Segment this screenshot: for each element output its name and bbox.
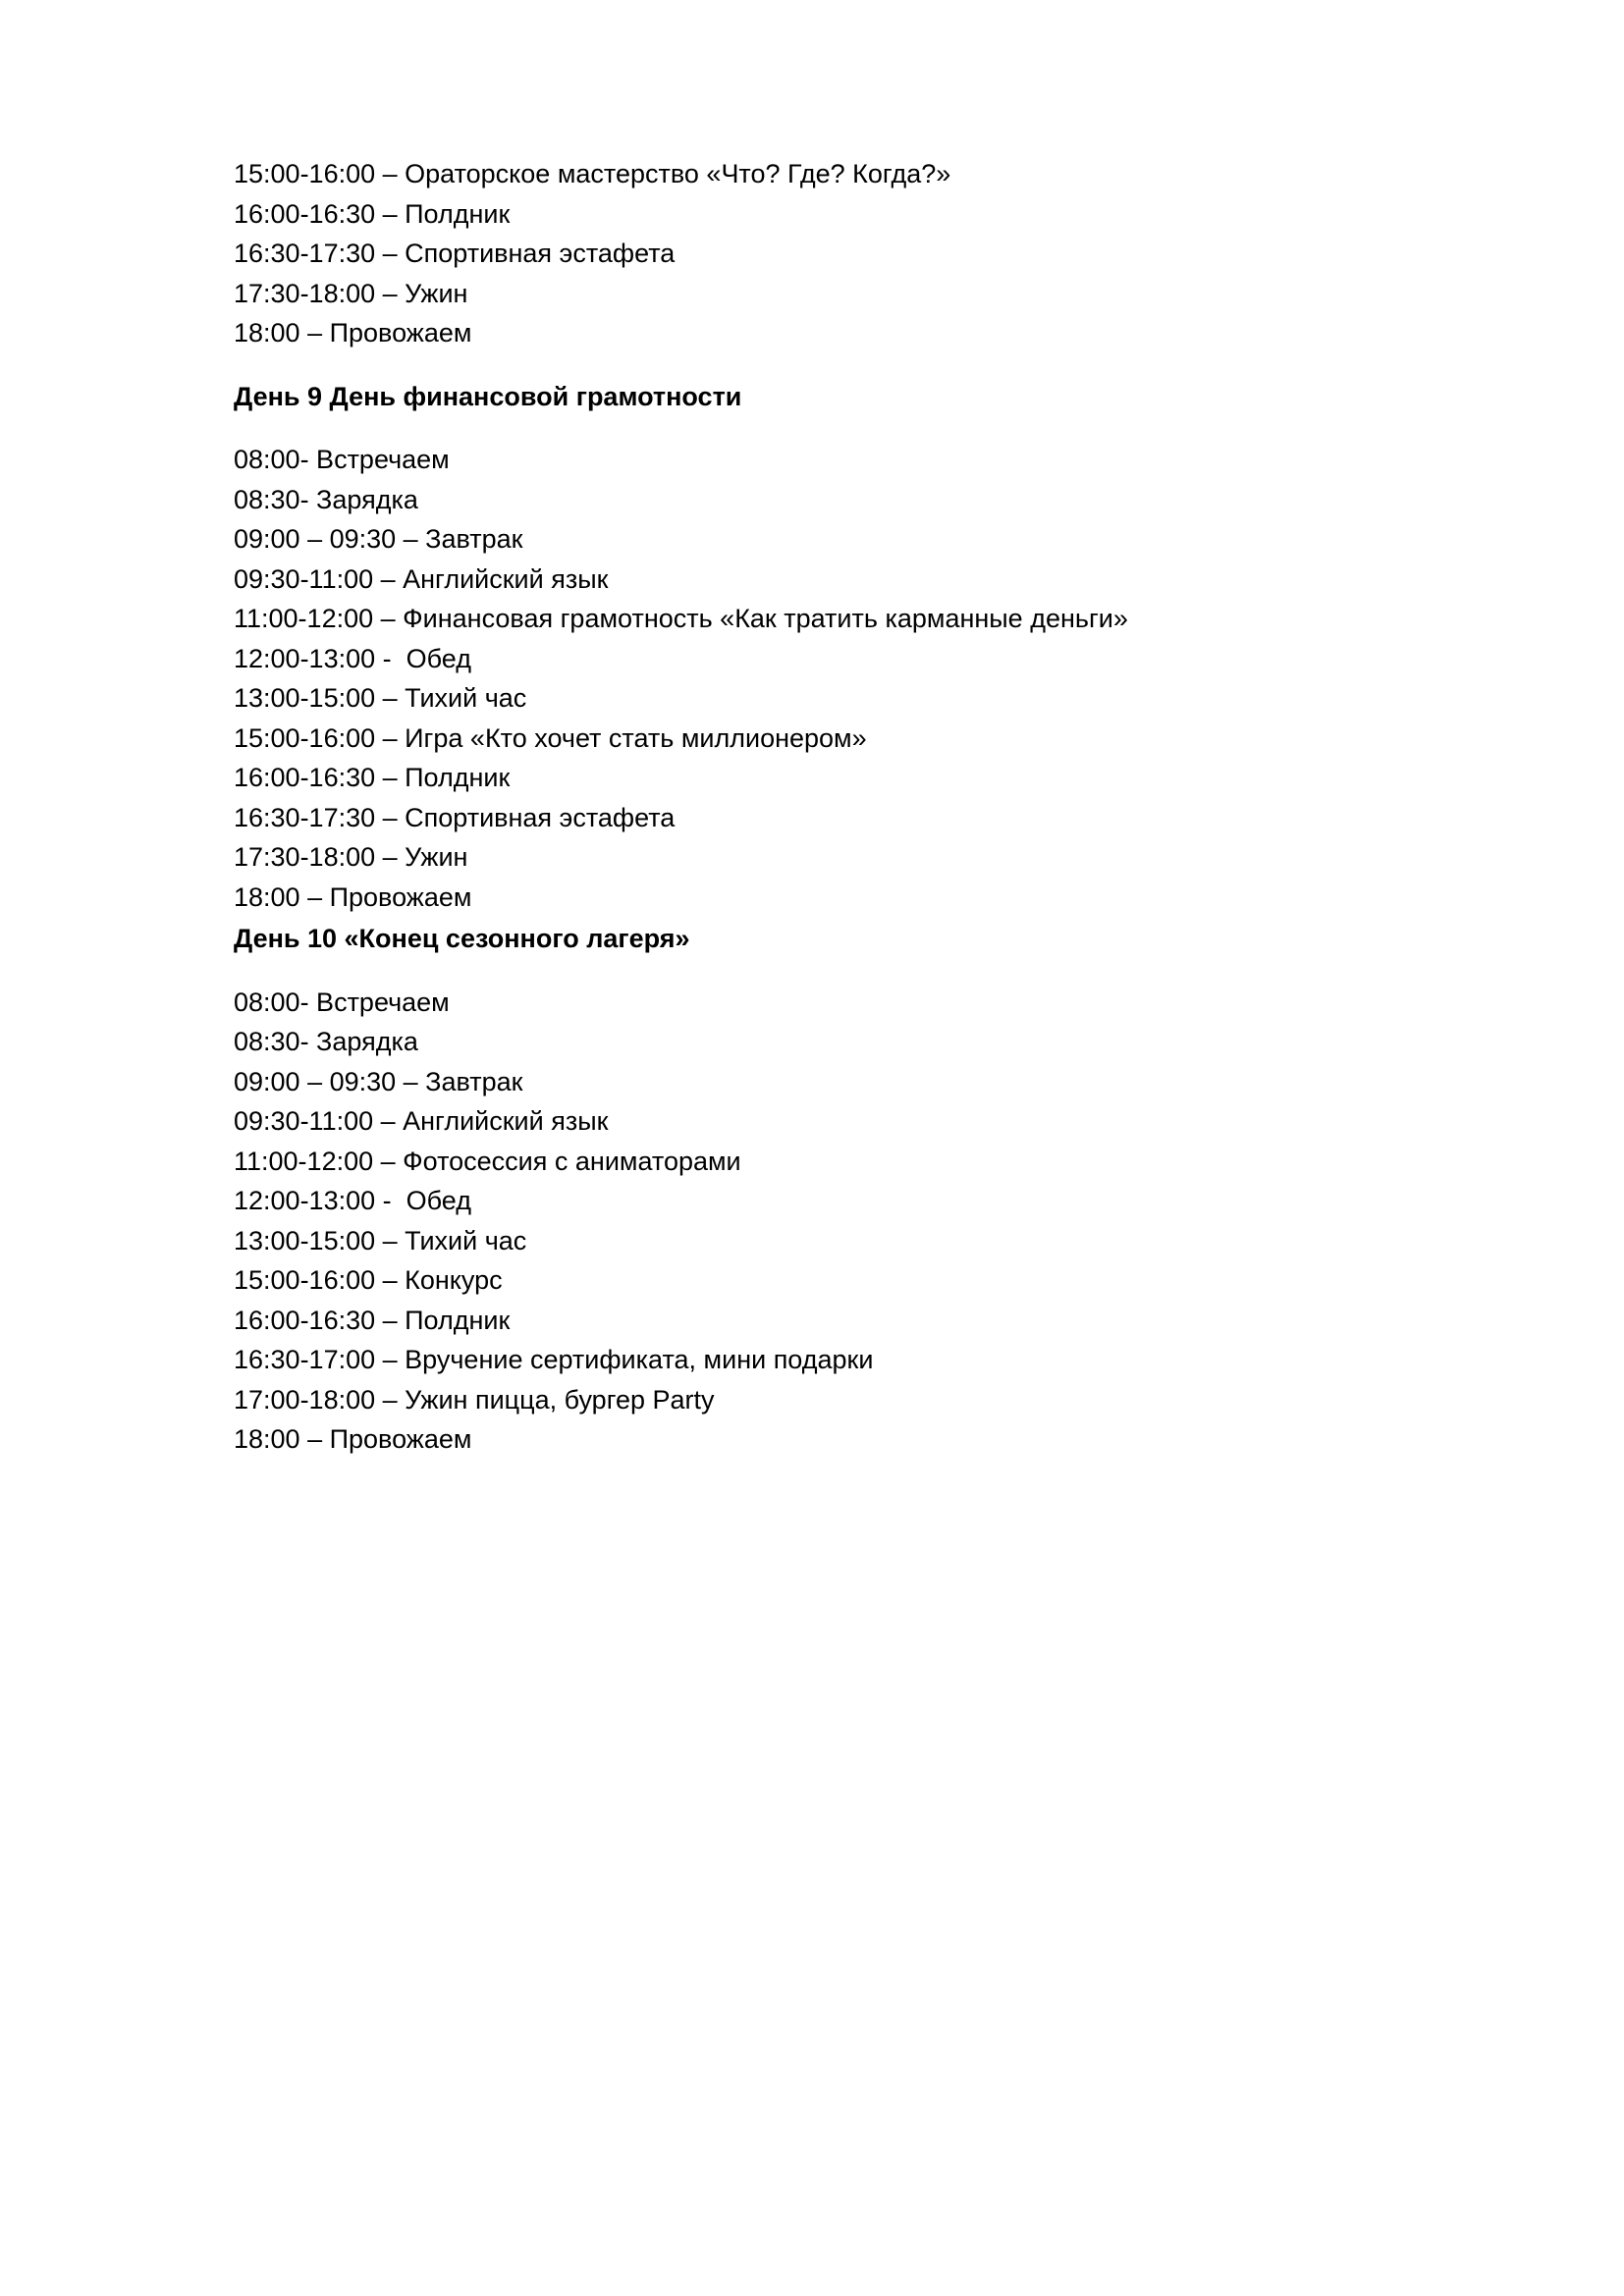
day10-schedule: [234, 983, 1510, 1460]
day8-schedule-continued: [234, 154, 1510, 353]
day9-schedule: [234, 440, 1510, 917]
schedule-line: 17:00-18:00 – Ужин пицца, бургер Party: [234, 1384, 715, 1415]
schedule-line: 11:00-12:00 – Финансовая грамотность «Как тратить карманные деньги»: [234, 604, 1128, 633]
schedule-line: 09:30-11:00 – Английский язык: [234, 563, 609, 594]
schedule-line: 13:00-15:00 – Тихий час: [234, 683, 527, 713]
schedule-line: 15:00-16:00 – Конкурс: [234, 1265, 503, 1295]
schedule-line: 15:00-16:00 – Игра «Кто хочет стать миллионером»: [234, 722, 867, 753]
schedule-line: 16:30-17:30 – Спортивная эстафета: [234, 239, 676, 268]
schedule-line: 09:00 – 09:30 – Завтрак: [234, 524, 523, 554]
schedule-line: 08:30- Зарядка: [234, 484, 418, 514]
day9-heading: День 9 День финансовой грамотности: [234, 381, 742, 411]
schedule-line: 18:00 – Провожаем: [234, 881, 472, 912]
document-page: [234, 154, 1510, 1460]
schedule-line: 18:00 – Провожаем: [234, 318, 472, 347]
schedule-line: 09:00 – 09:30 – Завтрак: [234, 1066, 523, 1096]
schedule-line: 17:30-18:00 – Ужин: [234, 278, 468, 308]
schedule-line: 12:00-13:00 - Обед: [234, 1186, 471, 1215]
schedule-line: 09:30-11:00 – Английский язык: [234, 1106, 609, 1136]
schedule-line: 13:00-15:00 – Тихий час: [234, 1225, 527, 1255]
schedule-line: 08:00- Встречаем: [234, 987, 450, 1017]
schedule-line: 08:30- Зарядка: [234, 1027, 418, 1056]
schedule-line: 16:00-16:30 – Полдник: [234, 1305, 511, 1335]
schedule-line: 16:30-17:00 – Вручение сертификата, мини подарки: [234, 1345, 874, 1374]
schedule-line: 16:00-16:30 – Полдник: [234, 763, 511, 792]
schedule-line: 12:00-13:00 - Обед: [234, 643, 471, 673]
schedule-line: 16:00-16:30 – Полдник: [234, 198, 511, 229]
schedule-line: 15:00-16:00 – Ораторское мастерство «Что? Где? Когда?»: [234, 159, 951, 188]
schedule-line: 11:00-12:00 – Фотосессия с аниматорами: [234, 1146, 741, 1176]
schedule-line: 17:30-18:00 – Ужин: [234, 842, 468, 872]
schedule-line: 08:00- Встречаем: [234, 445, 450, 474]
day10-heading: День 10 «Конец сезонного лагеря»: [234, 924, 690, 953]
schedule-line: 16:30-17:30 – Спортивная эстафета: [234, 802, 676, 832]
schedule-line: 18:00 – Провожаем: [234, 1424, 472, 1454]
